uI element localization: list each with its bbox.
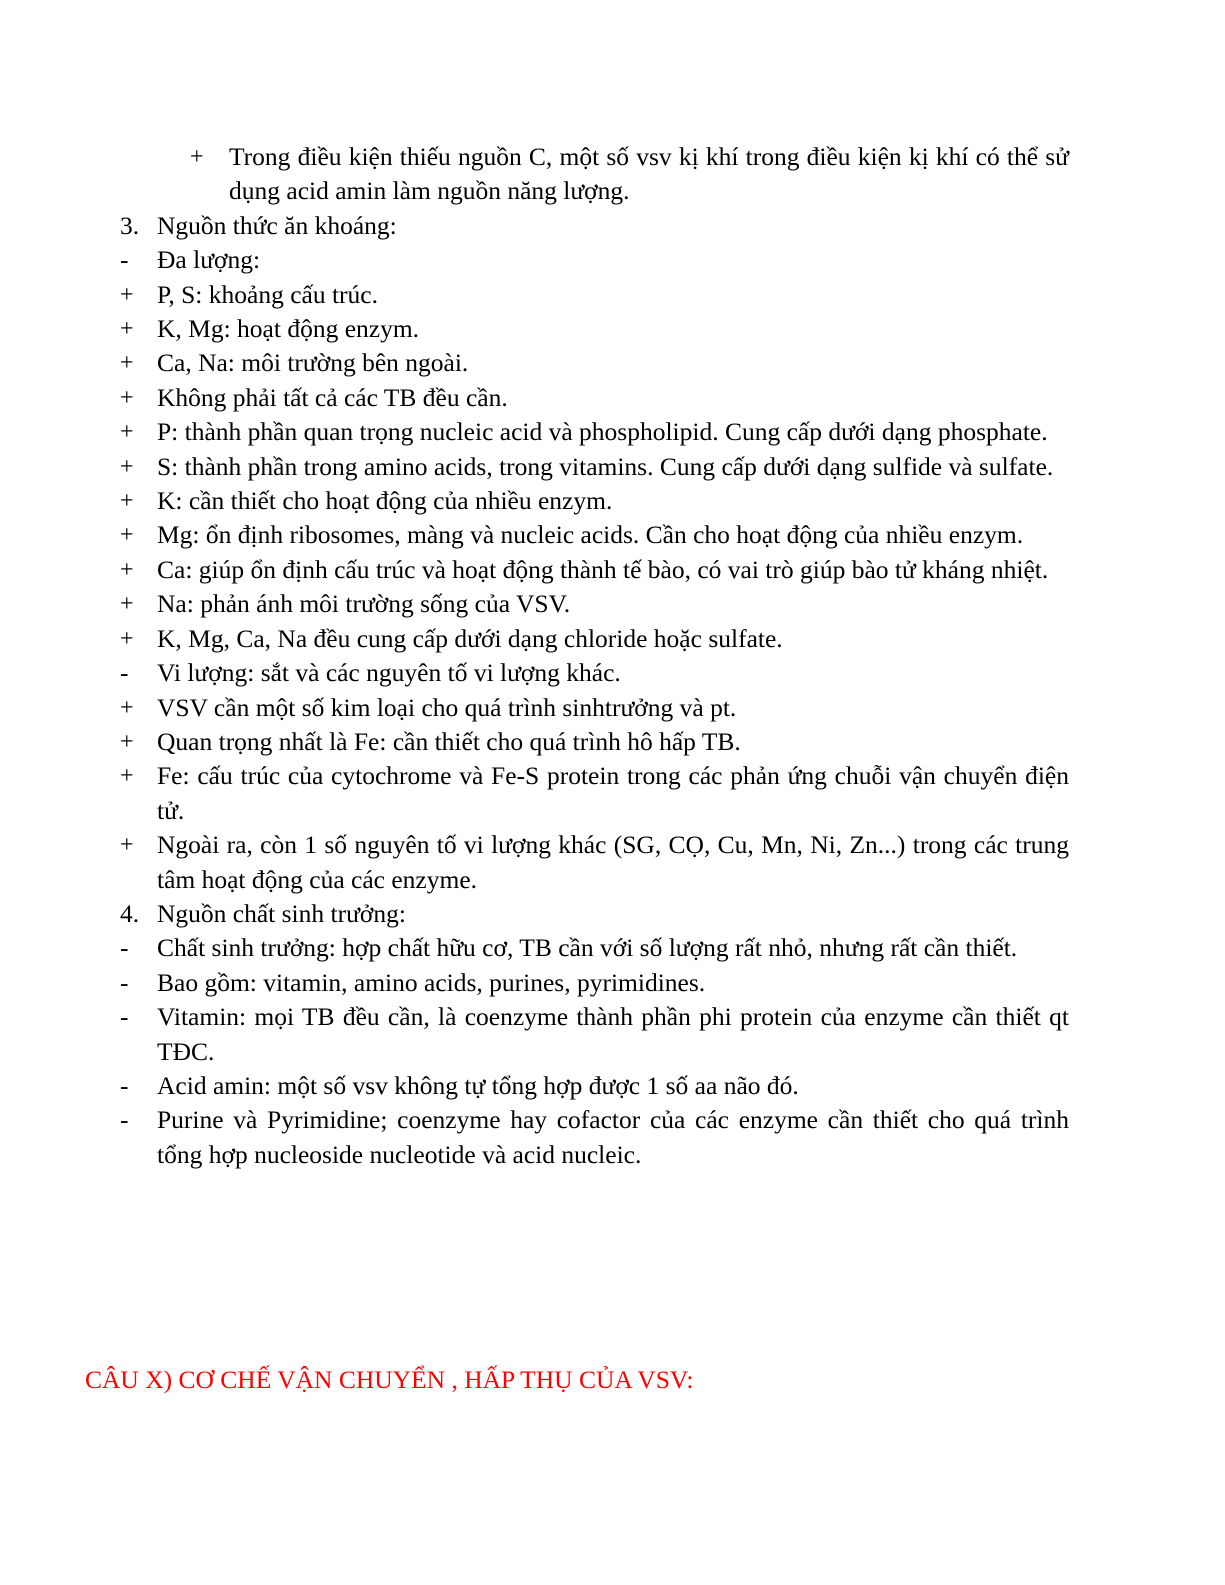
plus-bullet: + xyxy=(120,316,134,343)
list-item xyxy=(0,381,1069,415)
list-item xyxy=(0,209,1069,243)
list-item-text: K: cần thiết cho hoạt động của nhiều enzym. xyxy=(157,486,613,516)
list-item-text: Mg: ổn định ribosomes, màng và nucleic acids. Cần cho hoạt động của nhiều enzym. xyxy=(157,520,1024,550)
document-body xyxy=(0,140,1225,1172)
dash-bullet: - xyxy=(120,245,129,275)
section-heading: CÂU X) CƠ CHẾ VẬN CHUYỂN , HẤP THỤ CỦA VSV: xyxy=(85,1365,694,1394)
list-item xyxy=(0,450,1069,484)
list-item-text: Không phải tất cả các TB đều cần. xyxy=(157,382,508,412)
list-item-text: Ca: giúp ổn định cấu trúc và hoạt động thành tế bào, có vai trò giúp bào tử kháng nhiệt. xyxy=(157,554,1049,584)
list-item-text: Nguồn chất sinh trưởng: xyxy=(157,898,406,928)
plus-bullet: + xyxy=(120,419,134,446)
dash-bullet: - xyxy=(120,933,129,963)
plus-bullet: + xyxy=(120,763,134,790)
list-item-text: Ca, Na: môi trường bên ngoài. xyxy=(157,348,469,378)
list-item xyxy=(0,243,1069,277)
list-item xyxy=(0,828,1069,897)
list-item-text: VSV cần một số kim loại cho quá trình sinhtrưởng và pt. xyxy=(157,692,737,722)
list-item xyxy=(0,312,1069,346)
plus-bullet: + xyxy=(190,144,204,170)
list-number: 4. xyxy=(120,898,140,928)
list-item-text: Quan trọng nhất là Fe: cần thiết cho quá trình hô hấp TB. xyxy=(157,726,741,756)
list-number: 3. xyxy=(120,210,140,240)
plus-bullet: + xyxy=(120,522,134,549)
list-item-text: Bao gồm: vitamin, amino acids, purines, pyrimidines. xyxy=(157,967,706,997)
plus-bullet: + xyxy=(120,488,134,515)
list-item xyxy=(0,691,1069,725)
list-item-text: K, Mg, Ca, Na đều cung cấp dưới dạng chloride hoặc sulfate. xyxy=(157,623,783,653)
list-item-text: P, S: khoảng cấu trúc. xyxy=(157,279,378,309)
dash-bullet: - xyxy=(120,658,129,688)
list-item-text: S: thành phần trong amino acids, trong vitamins. Cung cấp dưới dạng sulfide và sulfate. xyxy=(157,451,1054,481)
list-item-text: K, Mg: hoạt động enzym. xyxy=(157,314,420,344)
list-item-text: Trong điều kiện thiếu nguồn C, một số vsv kị khí trong điều kiện kị khí có thể sử dụng acid amin làm nguồn năng lượng. xyxy=(229,142,1069,206)
dash-bullet: - xyxy=(120,1002,129,1032)
list-item xyxy=(0,518,1069,552)
list-item xyxy=(0,140,1069,209)
list-item-text: Na: phản ánh môi trường sống của VSV. xyxy=(157,589,571,619)
list-item-text: P: thành phần quan trọng nucleic acid và phospholipid. Cung cấp dưới dạng phosphate. xyxy=(157,417,1048,447)
list-item-text: Acid amin: một số vsv không tự tổng hợp được 1 số aa não đó. xyxy=(157,1070,799,1100)
list-item xyxy=(0,1069,1069,1103)
dash-bullet: - xyxy=(120,1070,129,1100)
list-item xyxy=(0,931,1069,965)
list-item xyxy=(0,278,1069,312)
plus-bullet: + xyxy=(120,556,134,583)
list-item xyxy=(0,415,1069,449)
list-item xyxy=(0,346,1069,380)
list-item-text: Vi lượng: sắt và các nguyên tố vi lượng khác. xyxy=(157,658,621,688)
list-item-text: Purine và Pyrimidine; coenzyme hay cofactor của các enzyme cần thiết cho quá trình tổng hợp nucleoside nucleotide và acid nucleic. xyxy=(157,1105,1069,1169)
list-item xyxy=(0,622,1069,656)
plus-bullet: + xyxy=(120,832,134,859)
plus-bullet: + xyxy=(120,591,134,618)
list-item xyxy=(0,1103,1069,1172)
list-item xyxy=(0,1000,1069,1069)
dash-bullet: - xyxy=(120,1105,129,1135)
list-item xyxy=(0,966,1069,1000)
plus-bullet: + xyxy=(120,694,134,721)
list-item xyxy=(0,587,1069,621)
plus-bullet: + xyxy=(120,350,134,377)
list-item-text: Fe: cấu trúc của cytochrome và Fe-S protein trong các phản ứng chuỗi vận chuyển điện tử. xyxy=(157,761,1069,825)
list-item xyxy=(0,759,1069,828)
list-item-text: Ngoài ra, còn 1 số nguyên tố vi lượng khác (SG, CỌ, Cu, Mn, Ni, Zn...) trong các trung tâm hoạt động của các enzyme. xyxy=(157,830,1069,894)
list-item xyxy=(0,553,1069,587)
list-item-text: Đa lượng: xyxy=(157,245,261,275)
list-item xyxy=(0,897,1069,931)
list-item-text: Nguồn thức ăn khoáng: xyxy=(157,210,397,240)
plus-bullet: + xyxy=(120,281,134,308)
dash-bullet: - xyxy=(120,967,129,997)
list-item xyxy=(0,725,1069,759)
plus-bullet: + xyxy=(120,625,134,652)
list-item-text: Vitamin: mọi TB đều cần, là coenzyme thành phần phi protein của enzyme cần thiết qt TĐC. xyxy=(157,1002,1069,1066)
list-item-text: Chất sinh trưởng: hợp chất hữu cơ, TB cần với số lượng rất nhỏ, nhưng rất cần thiết. xyxy=(157,933,1018,963)
plus-bullet: + xyxy=(120,384,134,411)
plus-bullet: + xyxy=(120,453,134,480)
list-item xyxy=(0,484,1069,518)
plus-bullet: + xyxy=(120,728,134,755)
list-item xyxy=(0,656,1069,690)
